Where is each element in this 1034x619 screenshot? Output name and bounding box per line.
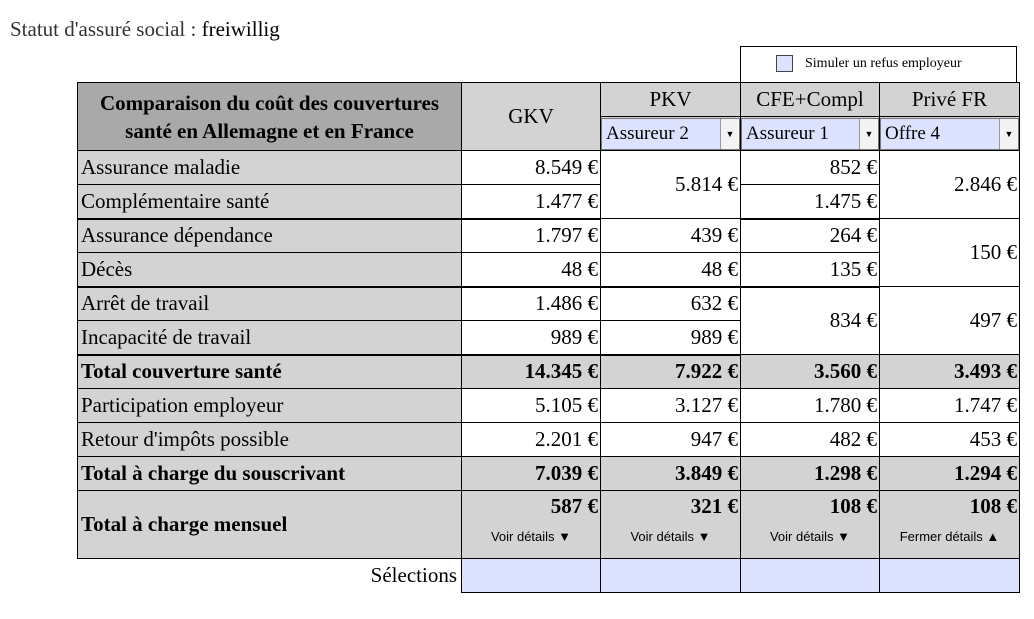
- pkv-insurer-select[interactable]: Assureur 2 ▼: [601, 118, 740, 150]
- employer-refusal-checkbox[interactable]: [776, 55, 793, 72]
- row-participation-employeur: Participation employeur 5.105 € 3.127 € 1.780 € 1.747 €: [78, 389, 1020, 423]
- column-header-prive: Privé FR: [880, 83, 1020, 117]
- status-line: [10, 17, 280, 42]
- employer-refusal-label[interactable]: Simuler un refus employeur: [805, 56, 962, 71]
- selection-pkv[interactable]: [601, 559, 741, 593]
- prive-offer-select[interactable]: Offre 4 ▼: [880, 118, 1019, 150]
- prive-dep-deces-value: 150 €: [880, 219, 1020, 287]
- table-title: Comparaison du coût des couvertures santé en Allemagne et en France: [78, 83, 462, 151]
- chevron-down-icon[interactable]: ▼: [720, 119, 739, 149]
- prive-details-toggle[interactable]: Fermer détails ▲: [899, 529, 1000, 544]
- column-header-pkv: PKV: [601, 83, 741, 117]
- selection-gkv[interactable]: [462, 559, 601, 593]
- row-total-souscrivant: Total à charge du souscrivant 7.039 € 3.849 € 1.298 € 1.294 €: [78, 457, 1020, 491]
- row-retour-impots: Retour d'impôts possible 2.201 € 947 € 482 € 453 €: [78, 423, 1020, 457]
- status-label: Statut d'assuré social :: [10, 17, 197, 41]
- status-value: freiwillig: [201, 17, 280, 41]
- row-incapacite-travail: Incapacité de travail 989 € 989 €: [78, 321, 1020, 355]
- row-assurance-maladie: Assurance maladie 8.549 € 5.814 € 852 € 2.846 €: [78, 151, 1020, 185]
- prive-arret-incap-value: 497 €: [880, 287, 1020, 355]
- prive-select-cell: [880, 117, 1020, 151]
- pkv-select-cell: [601, 117, 741, 151]
- row-assurance-dependance: Assurance dépendance 1.797 € 439 € 264 € 150 €: [78, 219, 1020, 253]
- column-header-gkv: GKV: [462, 83, 601, 151]
- selection-cfe[interactable]: [741, 559, 880, 593]
- pkv-details-toggle[interactable]: Voir détails ▼: [630, 529, 711, 544]
- row-total-couverture: Total couverture santé 14.345 € 7.922 € 3.560 € 3.493 €: [78, 355, 1020, 389]
- cfe-arret-incap-value: 834 €: [741, 287, 880, 355]
- chevron-down-icon[interactable]: ▼: [999, 119, 1018, 149]
- prive-maladie-compl-value: 2.846 €: [880, 151, 1020, 219]
- row-deces: Décès 48 € 48 € 135 €: [78, 253, 1020, 287]
- cfe-insurer-select[interactable]: Assureur 1 ▼: [741, 118, 879, 150]
- selections-label: Sélections: [78, 559, 462, 593]
- cfe-details-toggle[interactable]: Voir détails ▼: [769, 529, 851, 544]
- comparison-table: [77, 82, 1020, 593]
- row-complementaire-sante: Complémentaire santé 1.477 € 1.475 €: [78, 185, 1020, 219]
- row-arret-travail: Arrêt de travail 1.486 € 632 € 834 € 497 €: [78, 287, 1020, 321]
- pkv-maladie-compl-value: 5.814 €: [601, 151, 741, 219]
- cfe-select-cell: [741, 117, 880, 151]
- gkv-details-toggle[interactable]: Voir détails ▼: [490, 529, 572, 544]
- row-total-mensuel: Total à charge mensuel 587 € Voir détails ▼ 321 € Voir détails ▼ 108 € Voir détails ▼ 108 € Fermer détails ▲: [78, 491, 1020, 559]
- column-header-cfe: CFE+Compl: [741, 83, 880, 117]
- employer-refusal-box: [740, 46, 1017, 82]
- selection-prive[interactable]: [880, 559, 1020, 593]
- row-selections: [78, 559, 1020, 593]
- chevron-down-icon[interactable]: ▼: [859, 119, 878, 149]
